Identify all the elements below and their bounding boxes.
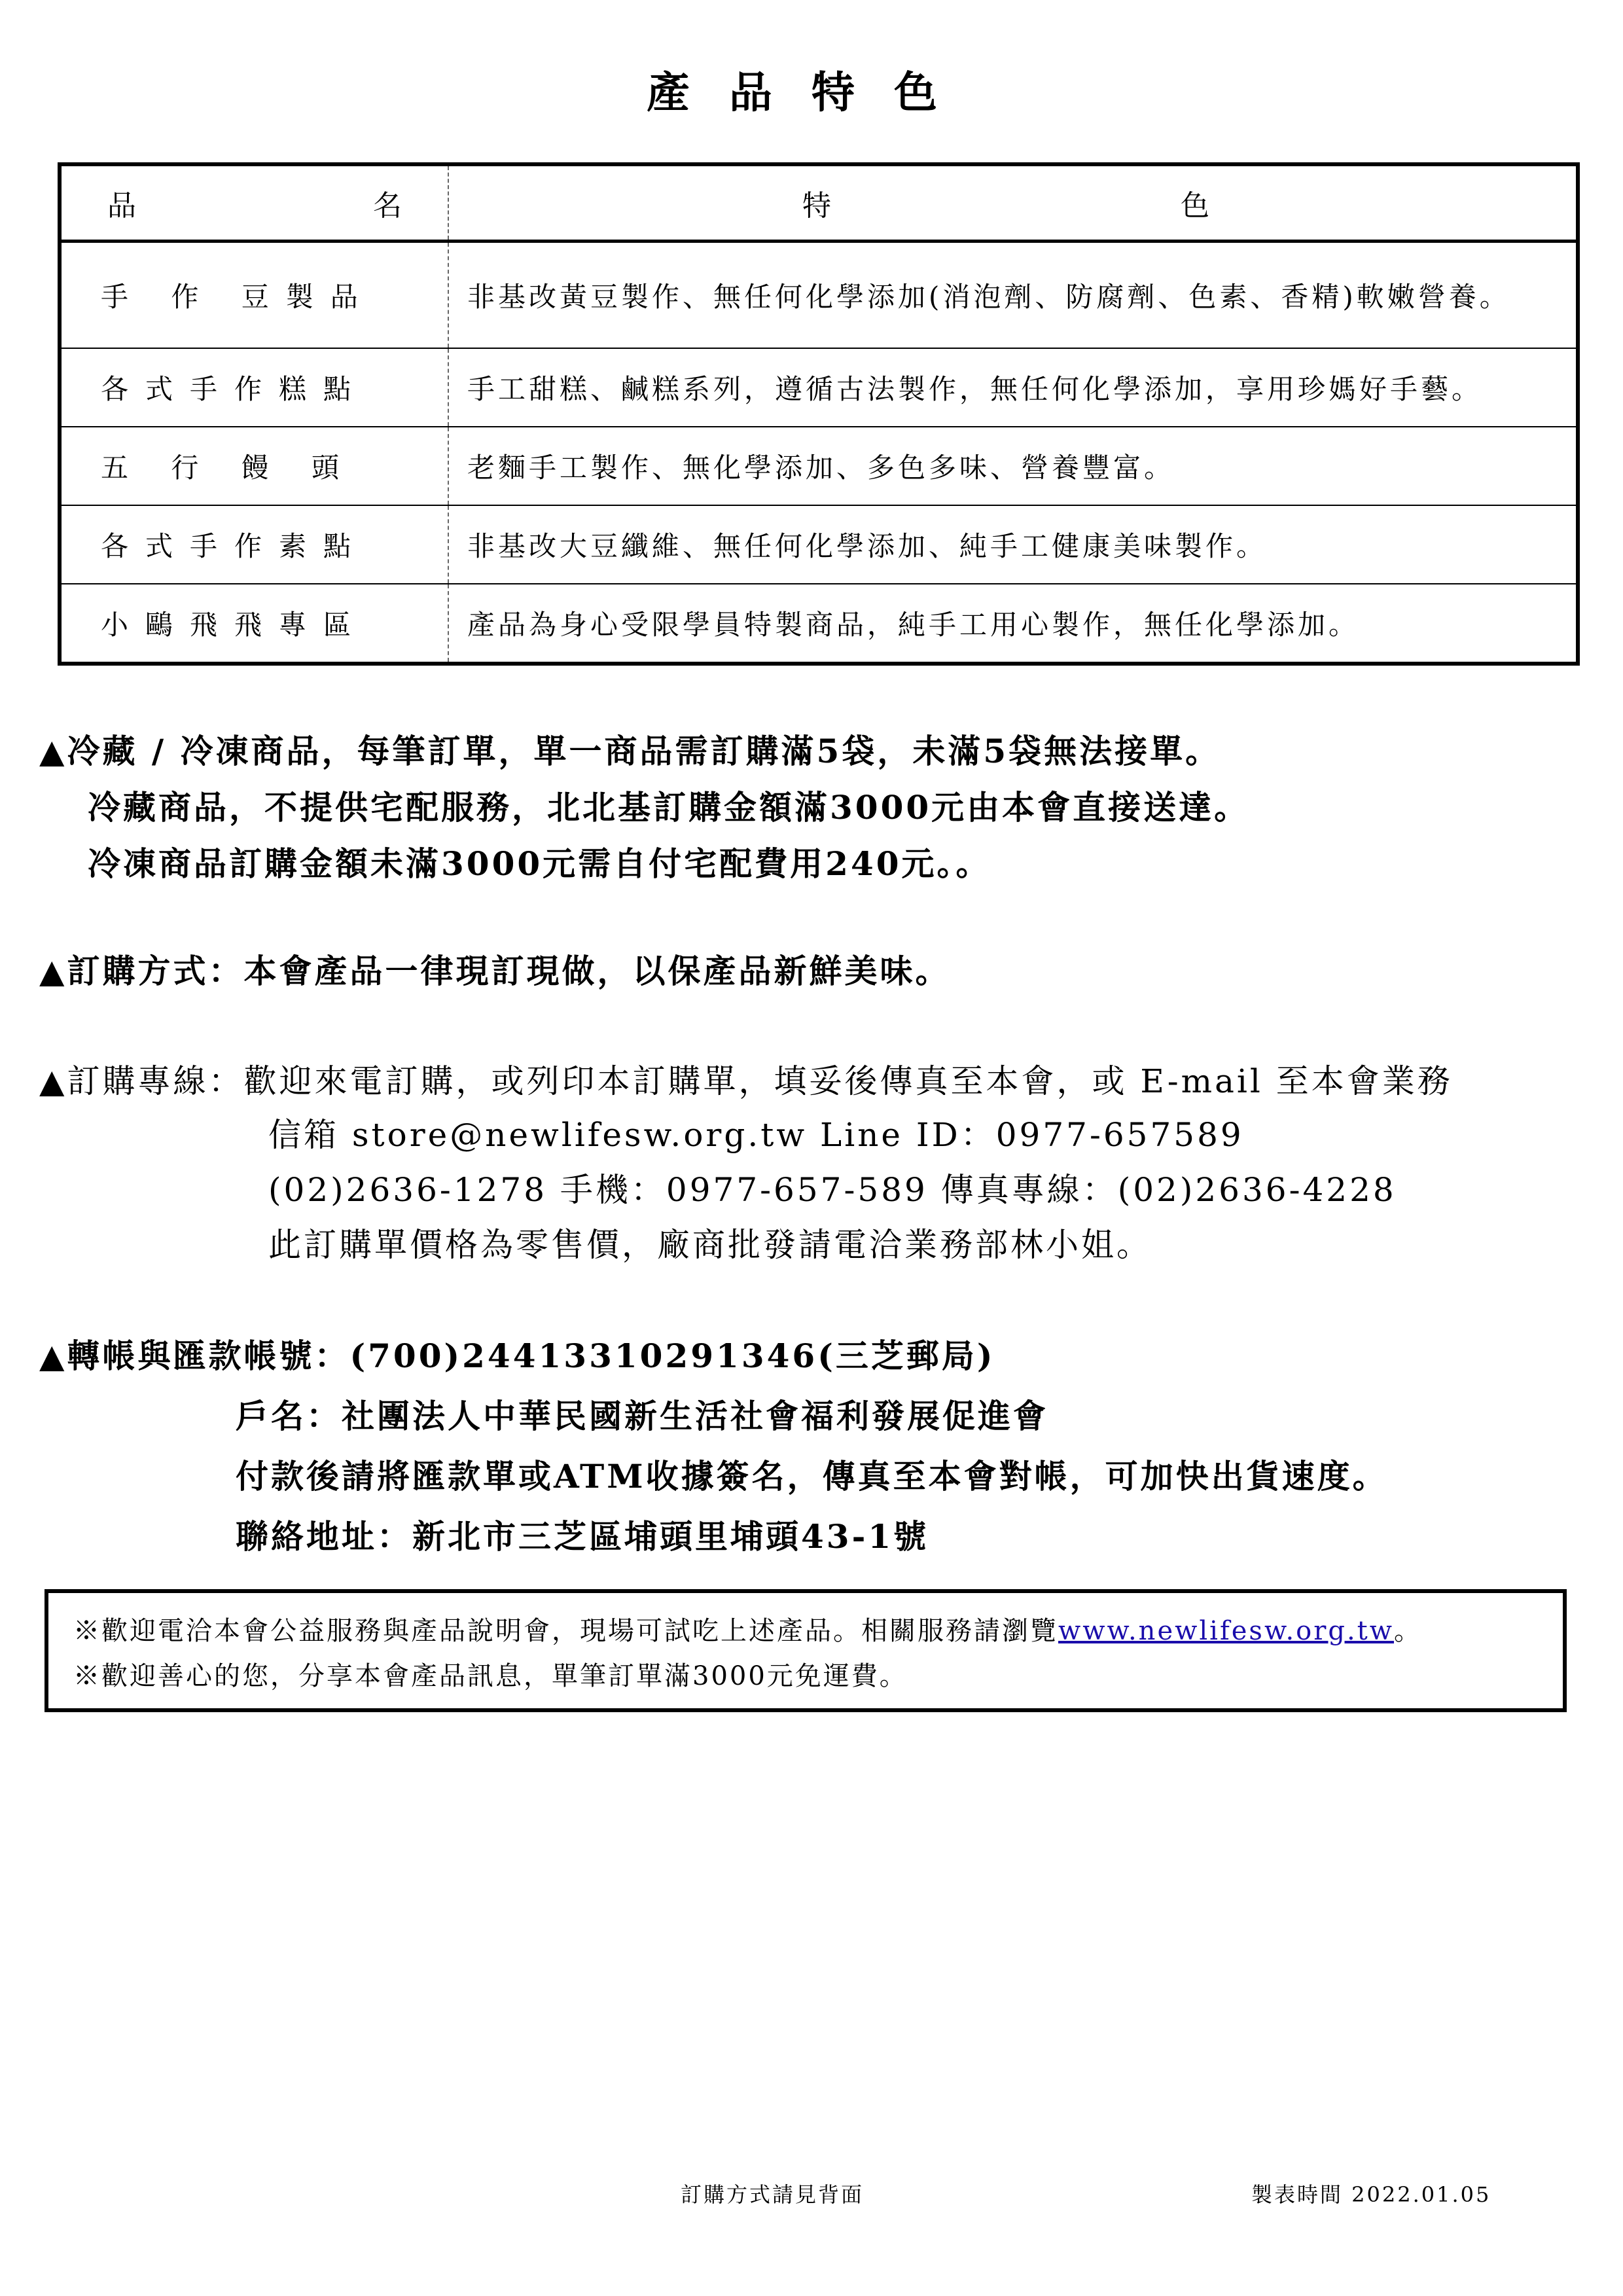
- triangle-bullet-icon: ▲: [39, 732, 67, 770]
- notice-box: [45, 1589, 1567, 1712]
- table-header-row: [60, 164, 1578, 242]
- product-feature: 手工甜糕、鹹糕系列，遵循古法製作，無任何化學添加，享用珍媽好手藝。: [448, 348, 1578, 427]
- cold-text-1: 冷藏 / 冷凍商品，每筆訂單，單一商品需訂購滿5袋，未滿5袋無法接單。: [67, 732, 1221, 770]
- order-method-text: 訂購方式：本會產品一律現訂現做，以保產品新鮮美味。: [67, 952, 951, 990]
- header-product-name: [60, 164, 448, 242]
- triangle-bullet-icon: ▲: [39, 1336, 67, 1375]
- notice-line-1: [73, 1610, 1563, 1647]
- table-row: [60, 348, 1578, 427]
- header-name-char-1: 品: [107, 189, 136, 223]
- page-title: 產品特色: [647, 67, 976, 118]
- triangle-bullet-icon: ▲: [39, 1062, 67, 1100]
- triangle-bullet-icon: ▲: [39, 952, 67, 990]
- order-method-line: [39, 945, 950, 992]
- product-feature-table: [58, 162, 1580, 666]
- product-feature: 非基改黃豆製作、無任何化學添加(消泡劑、防腐劑、色素、香精)軟嫩營養。: [448, 242, 1578, 349]
- table-row: [60, 427, 1578, 505]
- hotline-text-1: 訂購專線：歡迎來電訂購，或列印本訂購單，填妥後傳真至本會，或 E-mail 至本會業務: [67, 1062, 1453, 1100]
- header-name-char-2: 名: [373, 189, 402, 223]
- product-name: 五 行 饅 頭: [60, 427, 448, 505]
- website-link[interactable]: www.newlifesw.org.tw: [1058, 1616, 1394, 1646]
- product-name: 小鷗飛飛專區: [60, 584, 448, 664]
- bank-line-4: 聯絡地址：新北市三芝區埔頭里埔頭43-1號: [236, 1517, 929, 1556]
- header-feature-char-1: 特: [802, 189, 831, 223]
- notice-text-1-suffix: 。: [1394, 1616, 1422, 1646]
- product-feature: 產品為身心受限學員特製商品，純手工用心製作，無任化學添加。: [448, 584, 1578, 664]
- notice-line-2: ※歡迎善心的您，分享本會產品訊息，單筆訂單滿3000元免運費。: [73, 1661, 908, 1691]
- bank-line-3: 付款後請將匯款單或ATM收據簽名，傳真至本會對帳，可加快出貨速度。: [236, 1457, 1388, 1496]
- footer-created-date: 製表時間 2022.01.05: [1251, 2182, 1491, 2207]
- hotline-line-2: 信箱 store@newlifesw.org.tw Line ID：0977-657589: [268, 1116, 1244, 1154]
- bank-line-1: [39, 1330, 995, 1377]
- notice-text-1: ※歡迎電洽本會公益服務與產品說明會，現場可試吃上述產品。相關服務請瀏覽: [73, 1616, 1058, 1646]
- bank-text-1: 轉帳與匯款帳號：(700)24413310291346(三芝郵局): [67, 1336, 995, 1375]
- footer-back-note: 訂購方式請見背面: [681, 2182, 865, 2207]
- product-feature: 非基改大豆纖維、無任何化學添加、純手工健康美味製作。: [448, 505, 1578, 584]
- cold-line-3: 冷凍商品訂購金額未滿3000元需自付宅配費用240元。。: [88, 844, 991, 883]
- bank-line-2: 戶名：社團法人中華民國新生活社會福利發展促進會: [236, 1397, 1048, 1435]
- product-name: 手 作 豆製品: [60, 242, 448, 349]
- cold-line-1: [39, 725, 1221, 772]
- product-name: 各式手作素點: [60, 505, 448, 584]
- table-row: [60, 505, 1578, 584]
- product-name: 各式手作糕點: [60, 348, 448, 427]
- header-feature: [448, 164, 1578, 242]
- hotline-line-4: 此訂購單價格為零售價，廠商批發請電洽業務部林小姐。: [268, 1226, 1152, 1264]
- table-row: [60, 242, 1578, 349]
- hotline-line-3: (02)2636-1278 手機：0977-657-589 傳真專線：(02)2636-4228: [268, 1171, 1397, 1209]
- hotline-line-1: [39, 1055, 1453, 1102]
- table-row: [60, 584, 1578, 664]
- product-feature: 老麵手工製作、無化學添加、多色多味、營養豐富。: [448, 427, 1578, 505]
- cold-line-2: 冷藏商品，不提供宅配服務，北北基訂購金額滿3000元由本會直接送達。: [88, 788, 1250, 827]
- header-feature-char-2: 色: [1181, 189, 1209, 223]
